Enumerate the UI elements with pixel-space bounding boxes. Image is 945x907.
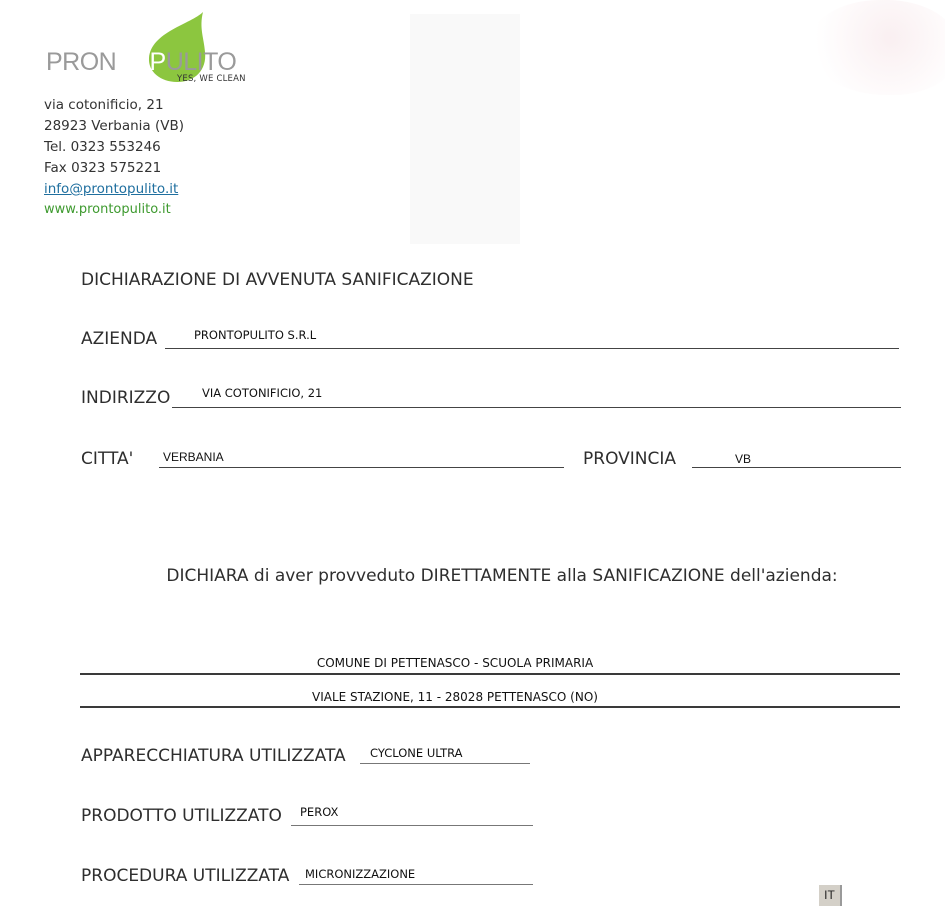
indirizzo-label: INDIRIZZO <box>81 388 171 408</box>
client-address: VIALE STAZIONE, 11 - 28028 PETTENASCO (NO) <box>312 690 598 704</box>
client-address-underline <box>80 706 900 708</box>
procedura-label: PROCEDURA UTILIZZATA <box>81 866 290 886</box>
procedura-value: MICRONIZZAZIONE <box>305 867 416 881</box>
language-button[interactable]: IT <box>819 885 842 906</box>
apparecchiatura-value: CYCLONE ULTRA <box>370 746 463 760</box>
citta-underline <box>159 467 564 468</box>
azienda-label: AZIENDA <box>81 329 158 349</box>
procedura-underline <box>299 884 533 885</box>
client-name: COMUNE DI PETTENASCO - SCUOLA PRIMARIA <box>316 656 594 670</box>
citta-label: CITTA' <box>81 449 134 469</box>
citta-value: VERBANIA <box>163 450 224 464</box>
provincia-underline <box>692 467 901 468</box>
contact-email-link[interactable]: info@prontopulito.it <box>44 181 179 197</box>
contact-city: 28923 Verbania (VB) <box>44 118 185 134</box>
scan-artifact <box>410 14 520 244</box>
logo-tagline: YES, WE CLEAN <box>177 74 246 84</box>
prodotto-label: PRODOTTO UTILIZZATO <box>81 806 282 826</box>
prodotto-value: PEROX <box>300 805 339 819</box>
azienda-value: PRONTOPULITO S.R.L <box>194 328 317 342</box>
document-title: DICHIARAZIONE DI AVVENUTA SANIFICAZIONE <box>81 270 474 290</box>
client-name-underline <box>80 673 900 675</box>
contact-tel: Tel. 0323 553246 <box>44 139 161 155</box>
contact-website-link[interactable]: www.prontopulito.it <box>44 202 171 217</box>
provincia-value: VB <box>735 452 752 466</box>
faint-stamp <box>808 0 945 95</box>
contact-street: via cotonificio, 21 <box>44 97 164 113</box>
prodotto-underline <box>291 825 533 826</box>
indirizzo-underline <box>172 407 901 408</box>
azienda-underline <box>165 348 899 349</box>
logo-wordmark: PRONTOPULITO <box>46 48 237 76</box>
apparecchiatura-label: APPARECCHIATURA UTILIZZATA <box>81 746 346 766</box>
company-logo <box>46 10 266 88</box>
indirizzo-value: VIA COTONIFICIO, 21 <box>202 386 323 400</box>
provincia-label: PROVINCIA <box>583 449 677 469</box>
contact-fax: Fax 0323 575221 <box>44 160 162 176</box>
declaration-text: DICHIARA di aver provveduto DIRETTAMENTE alla SANIFICAZIONE dell'azienda: <box>166 566 838 586</box>
apparecchiatura-underline <box>360 763 530 764</box>
